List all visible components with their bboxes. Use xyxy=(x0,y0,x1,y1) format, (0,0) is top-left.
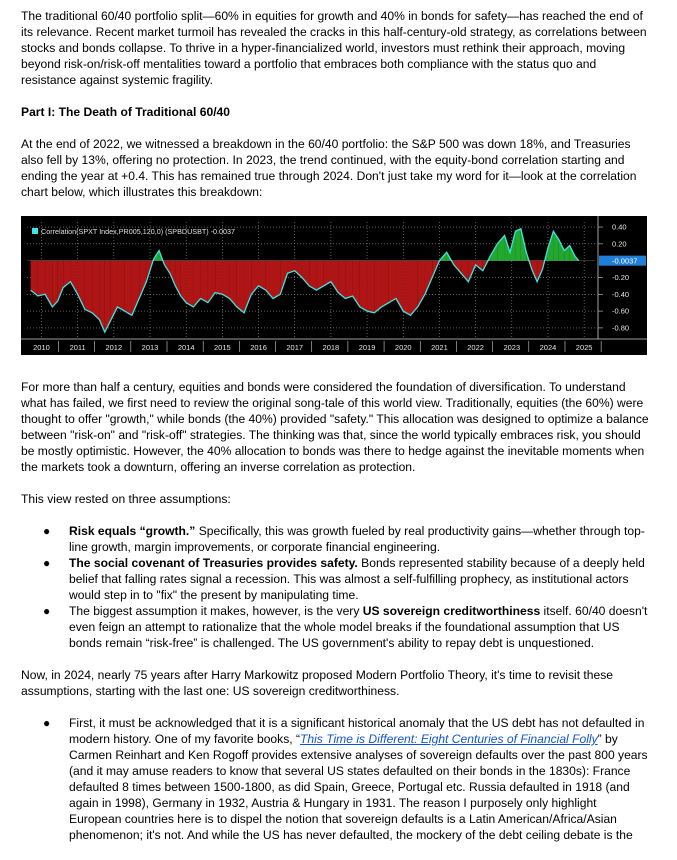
negative-area xyxy=(309,261,316,290)
part1-heading: Part I: The Death of Traditional 60/40 xyxy=(21,105,231,119)
x-tick-label: 2018 xyxy=(322,343,340,352)
x-tick-label: 2011 xyxy=(69,343,86,352)
negative-area xyxy=(367,261,374,313)
bullet-icon: ● xyxy=(43,716,51,730)
negative-area xyxy=(382,261,389,307)
y-tick-label: 0.40 xyxy=(612,222,627,232)
assumptions-list xyxy=(21,523,649,651)
assumption-text: Bonds represented stability because of a deeply held belief that falling rates signal a recession. This was almost a self-fulfilling prophecy, as institutional actors would step in to "fix" the present by manipulating time. xyxy=(69,556,645,602)
assumption-bold: US sovereign creditworthiness xyxy=(362,604,541,618)
negative-area xyxy=(237,261,244,313)
negative-area xyxy=(215,261,222,295)
assumption-text: Specifically, this was growth fueled by real productivity gains—whether through top-line growth, margin improvements, or corporate financial engineering. xyxy=(69,524,645,554)
document xyxy=(21,8,649,843)
negative-area xyxy=(125,261,132,316)
y-tick-label: -0.80 xyxy=(612,323,630,333)
negative-area xyxy=(374,261,381,313)
x-tick-label: 2017 xyxy=(286,343,304,352)
negative-area xyxy=(266,261,273,299)
last-value-label: -0.0037 xyxy=(612,256,638,266)
x-tick-label: 2024 xyxy=(539,343,557,352)
negative-area xyxy=(186,261,193,307)
negative-area xyxy=(110,261,117,322)
history-post: ” by Carmen Reinhart and Ken Rogoff provides extensive analyses of sovereign defaults over the past 800 years (and it may amuse readers to know that several US states defaulted on their bonds in the 1830s): France defaulted 8 times between 1500-1800, as did Spain, Greece, Portugal etc. Russia defaulted in 1918 (and again in 1998), Germany in 1932, Austria & Hungary in 1931. The reason I purposely only highlight European countries here is to dispel the notion that sovereign defaults is a Latin American/Africa/Asian phenomenon; it's not. And while the US has never defaulted, the mockery of the debt ceiling debate is the xyxy=(69,732,648,842)
three-assumptions-paragraph: This view rested on three assumptions: xyxy=(21,492,231,506)
x-tick-label: 2022 xyxy=(467,343,484,352)
bullet-icon: ● xyxy=(43,556,51,570)
negative-area xyxy=(52,261,57,307)
negative-area xyxy=(403,261,410,316)
x-tick-label: 2012 xyxy=(105,343,123,352)
x-tick-label: 2013 xyxy=(141,343,159,352)
x-tick-label: 2021 xyxy=(431,343,448,352)
negative-area xyxy=(208,261,215,303)
y-tick-label: 0.20 xyxy=(612,239,627,249)
correlation-chart xyxy=(21,216,647,355)
bullet-icon: ● xyxy=(43,524,51,538)
negative-area xyxy=(222,261,229,299)
negative-area xyxy=(139,261,146,299)
y-tick-label: -0.40 xyxy=(612,289,630,299)
intro-paragraph: The traditional 60/40 portfolio split—60% in equities for growth and 40% in bonds for safety—has reached the end of its relevance. Recent market turmoil has revealed the cracks in this half-century-old strategy, as correlations between stocks and bonds collapse. To thrive in a hyper-financialized world, investors must rethink their approach, moving beyond risk-on/risk-off mentalities toward a portfolio that embraces both compliance with the status quo and resistance against systemic fragility. xyxy=(21,9,647,87)
negative-area xyxy=(425,261,432,295)
history-pre: First, it must be acknowledged that it is a significant historical anomaly that the US debt has not defaulted in modern history. One of my favorite books, “ xyxy=(69,716,645,746)
negative-area xyxy=(360,261,367,311)
negative-area xyxy=(63,261,70,288)
list-item xyxy=(21,603,649,651)
assumption-pre: The biggest assumption it makes, however, is the very xyxy=(69,604,363,618)
positive-area xyxy=(515,229,520,261)
x-tick-label: 2025 xyxy=(575,343,593,352)
negative-area xyxy=(259,261,266,290)
list-item xyxy=(21,523,649,555)
half-century-paragraph: For more than half a century, equities and bonds were considered the foundation of diversification. To understand what has failed, we first need to review the original song-tale of this world view. Traditionally, equities (the 60%) were thought to offer "growth," while bonds (the 40%) provided "safety." This allocation was designed to optimize a balance between "risk-on" and "risk-off" strategies. The thinking was that, since the world typically embraces risk, you should be mostly optimistic. However, the 40% allocation to bonds was there to hedge against the inevitable moments when the markets took a downturn, offering an inverse correlation as protection. xyxy=(21,380,649,474)
negative-area xyxy=(117,261,124,311)
negative-area xyxy=(201,261,208,303)
negative-area xyxy=(345,261,352,299)
x-tick-label: 2014 xyxy=(177,343,195,352)
list-item xyxy=(21,715,649,843)
x-tick-label: 2015 xyxy=(214,343,231,352)
x-tick-label: 2010 xyxy=(33,343,50,352)
bullet-icon: ● xyxy=(43,604,51,618)
negative-area xyxy=(461,261,468,282)
y-tick-label: -0.60 xyxy=(612,306,630,316)
assumption-text: itself. 60/40 doesn't even feign an attempt to rationalize that the whole model breaks if the foundational assumption that US bonds remain “risk-free” is challenged. The US government's ability to repay debt is unquestioned. xyxy=(69,604,648,650)
negative-area xyxy=(410,261,417,316)
negative-area xyxy=(389,261,396,303)
list-item xyxy=(21,555,649,603)
x-tick-label: 2023 xyxy=(503,343,521,352)
negative-area xyxy=(316,261,323,290)
legend-swatch xyxy=(32,228,38,234)
negative-area xyxy=(353,261,360,307)
now-2024-paragraph: Now, in 2024, nearly 75 years after Harry Markowitz proposed Modern Portfolio Theory, it's time to revisit these assumptions, starting with the last one: US sovereign creditworthiness. xyxy=(21,668,614,698)
x-tick-label: 2019 xyxy=(358,343,376,352)
breakdown-paragraph: At the end of 2022, we witnessed a breakdown in the 60/40 portfolio: the S&P 500 was down 18%, and Treasuries also fell by 13%, offering no protection. In 2023, the trend continued, with the equity-bond correlation starting and ending the year at +0.4. This has remained true through 2024. Don't just take my word for it—look at the correlation chart below, which illustrates this breakdown: xyxy=(21,137,637,199)
negative-area xyxy=(85,261,92,313)
negative-area xyxy=(170,261,175,286)
negative-area xyxy=(92,261,99,320)
legend-label: Correlation(SPXT Index,PR005,120,0) (SPBDUSBT) -0.0037 xyxy=(41,227,236,236)
assumption-bold: The social covenant of Treasuries provides safety. xyxy=(69,556,358,570)
negative-area xyxy=(273,261,280,299)
book-link[interactable]: This Time is Different: Eight Centuries of Financial Folly xyxy=(300,732,598,746)
negative-area xyxy=(38,261,45,296)
y-tick-label: -0.20 xyxy=(612,272,630,282)
correlation-chart-svg xyxy=(21,216,647,355)
history-list xyxy=(21,715,649,843)
x-tick-label: 2016 xyxy=(250,343,267,352)
x-tick-label: 2020 xyxy=(394,343,412,352)
assumption-bold: Risk equals “growth.” xyxy=(69,524,196,538)
